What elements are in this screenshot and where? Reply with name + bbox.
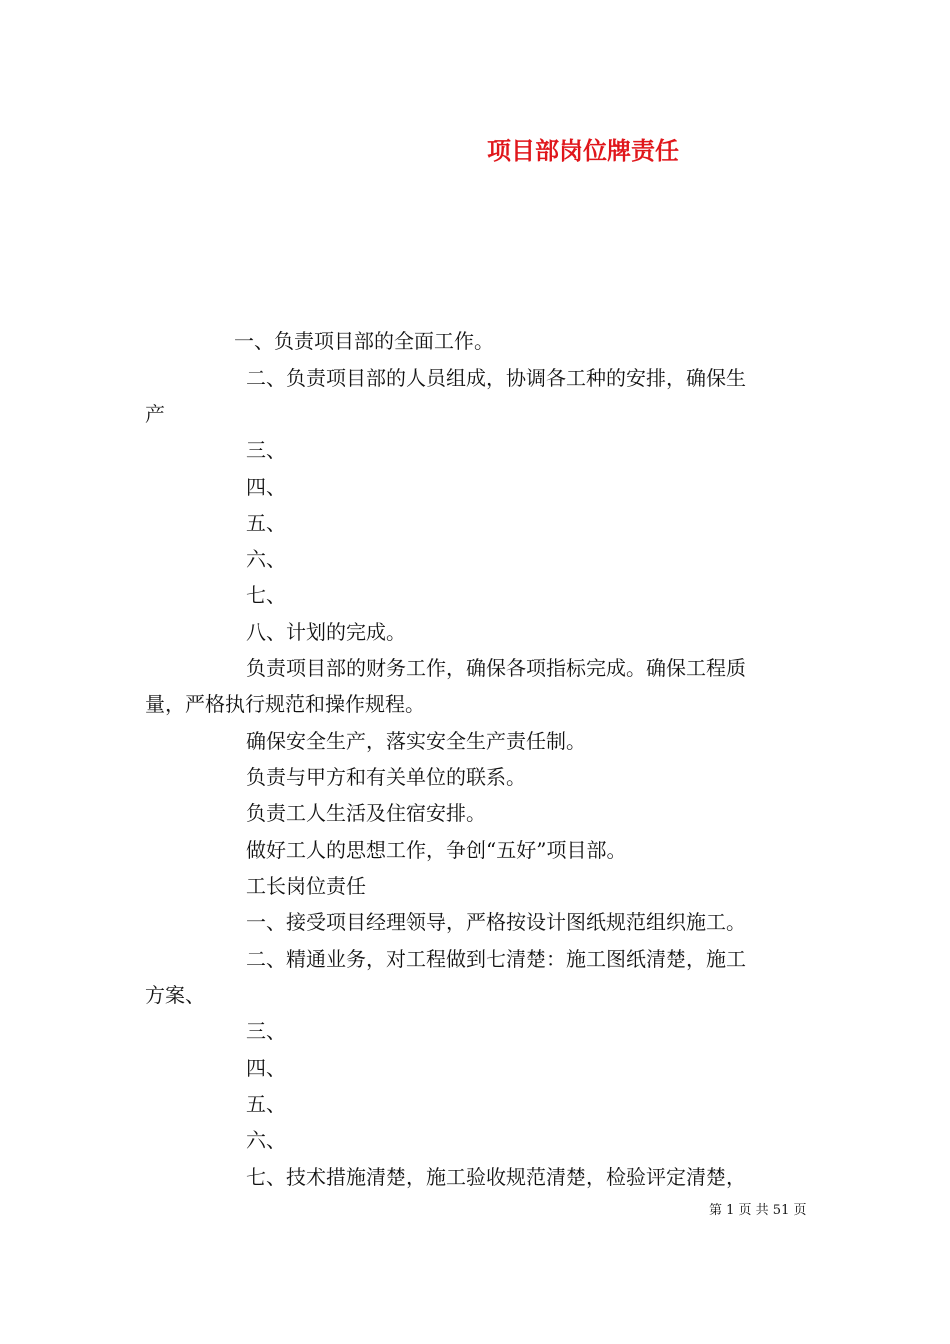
text-line: 负责工人生活及住宿安排。 bbox=[246, 801, 486, 825]
text-line: 二、精通业务，对工程做到七清楚：施工图纸清楚，施工 bbox=[246, 947, 746, 971]
text-line: 七、技术措施清楚，施工验收规范清楚，检验评定清楚， bbox=[246, 1165, 746, 1189]
text-line: 五、 bbox=[246, 511, 286, 535]
text-line: 产 bbox=[145, 402, 165, 426]
document-title: 项目部岗位牌责任 bbox=[487, 136, 679, 165]
text-line: 一、负责项目部的全面工作。 bbox=[234, 329, 494, 353]
text-line: 四、 bbox=[246, 1056, 286, 1080]
text-line: 五、 bbox=[246, 1092, 286, 1116]
text-line: 八、计划的完成。 bbox=[246, 620, 406, 644]
text-line: 三、 bbox=[246, 1019, 286, 1043]
text-line: 负责项目部的财务工作，确保各项指标完成。确保工程质 bbox=[246, 656, 746, 680]
section-heading: 工长岗位责任 bbox=[246, 874, 366, 898]
text-line: 七、 bbox=[246, 583, 286, 607]
text-line: 四、 bbox=[246, 475, 286, 499]
text-line: 负责与甲方和有关单位的联系。 bbox=[246, 765, 526, 789]
text-line: 量，严格执行规范和操作规程。 bbox=[145, 692, 425, 716]
text-line: 六、 bbox=[246, 1128, 286, 1152]
text-line: 六、 bbox=[246, 547, 286, 571]
text-line: 确保安全生产，落实安全生产责任制。 bbox=[246, 729, 586, 753]
text-line: 三、 bbox=[246, 438, 286, 462]
text-line: 做好工人的思想工作，争创“五好”项目部。 bbox=[246, 838, 627, 862]
text-line: 方案、 bbox=[145, 983, 205, 1007]
page-number-footer: 第 1 页 共 51 页 bbox=[709, 1203, 807, 1218]
text-line: 二、负责项目部的人员组成，协调各工种的安排，确保生 bbox=[246, 366, 746, 390]
text-line: 一、接受项目经理领导，严格按设计图纸规范组织施工。 bbox=[246, 910, 746, 934]
